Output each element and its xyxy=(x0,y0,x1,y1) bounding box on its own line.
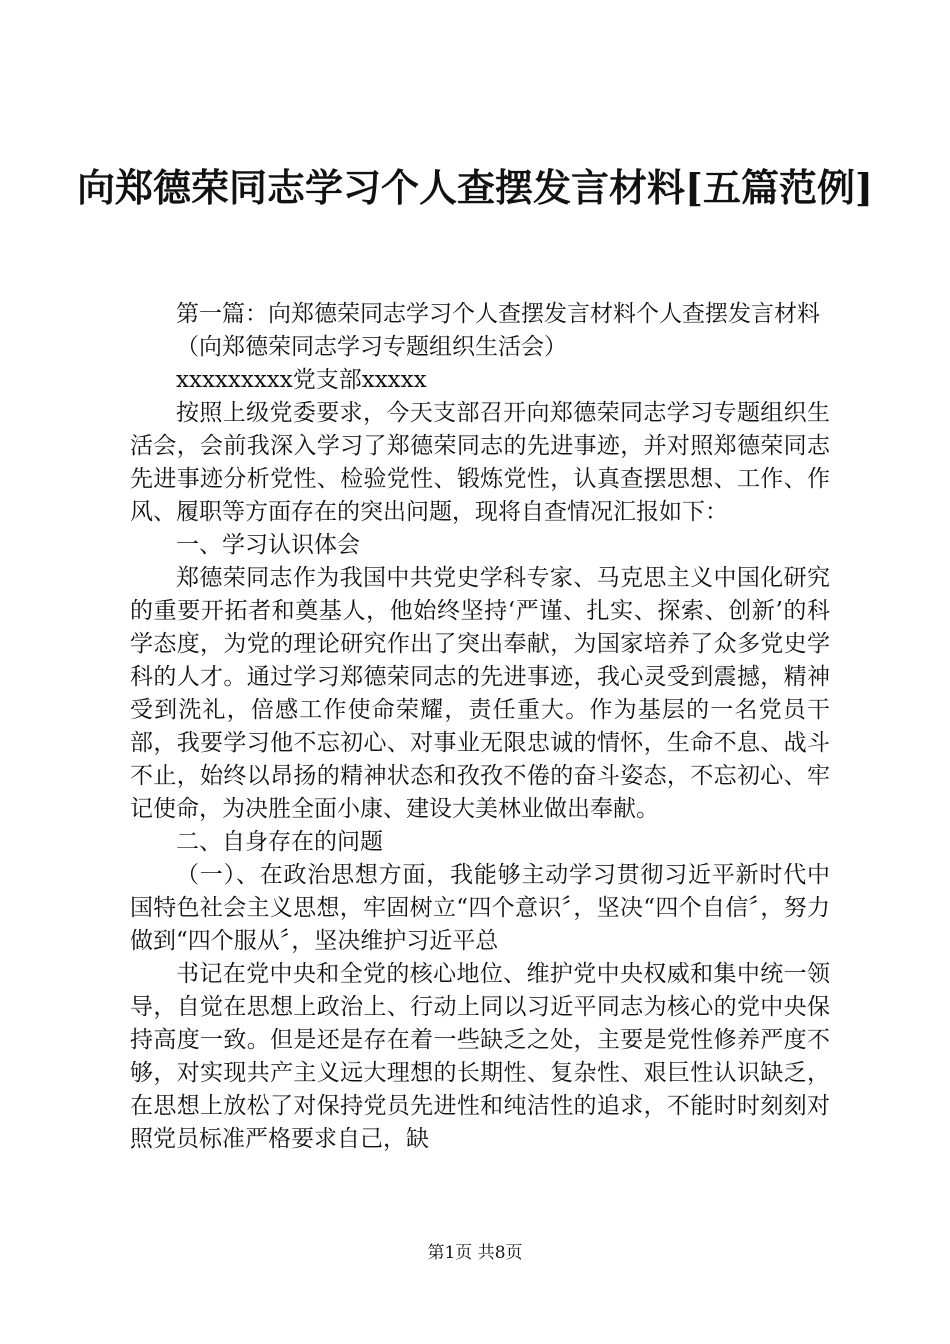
subheading-problems: 二、自身存在的问题 xyxy=(176,829,383,855)
problems-paragraph-1: （一）、在政治思想方面，我能够主动学习贯彻习近平新时代中国特色社会主义思想，牢固树立“四个意识〞，坚决“四个自信〞，努力做到“四个服从〞，坚决维护习近平总 xyxy=(130,862,830,954)
subheading-study: 一、学习认识体会 xyxy=(176,532,360,558)
meeting-subtitle: （向郑德荣同志学习专题组织生活会） xyxy=(176,334,567,360)
study-paragraph: 郑德荣同志作为我国中共党史学科专家、马克思主义中国化研究的重要开拓者和奠基人，他始终坚持‘严谨、扎实、探索、创新’的科学态度，为党的理论研究作出了突出奉献，为国家培养了众多党史学科的人才。通过学习郑德荣同志的先进事迹，我心灵受到震撼，精神受到洗礼，倍感工作使命荣耀，责任重大。作为基层的一名党员干部，我要学习他不忘初心、对事业无限忠诚的情怀，生命不息、战斗不止，始终以昂扬的精神状态和孜孜不倦的奋斗姿态，不忘初心、牢记使命，为决胜全面小康、建设大美林业做出奉献。 xyxy=(130,565,830,822)
section-heading: 第一篇：向郑德荣同志学习个人查摆发言材料个人查摆发言材料 xyxy=(176,301,820,327)
document-title: 向郑德荣同志学习个人查摆发言材料[五篇范例] xyxy=(77,165,873,210)
intro-paragraph: 按照上级党委要求，今天支部召开向郑德荣同志学习专题组织生活会，会前我深入学习了郑德荣同志的先进事迹，并对照郑德荣同志先进事迹分析党性、检验党性、锻炼党性，认真查摆思想、工作、作风、履职等方面存在的突出问题，现将自查情况汇报如下： xyxy=(130,400,830,525)
party-branch-line: xxxxxxxxx党支部xxxxx xyxy=(176,367,427,393)
document-body xyxy=(130,298,830,1156)
page-footer: 第1页 共8页 xyxy=(427,1243,523,1263)
problems-paragraph-2: 书记在党中央和全党的核心地位、维护党中央权威和集中统一领导，自觉在思想上政治上、行动上同以习近平同志为核心的党中央保持高度一致。但是还是存在着一些缺乏之处，主要是党性修养严度不够，对实现共产主义远大理想的长期性、复杂性、艰巨性认识缺乏，在思想上放松了对保持党员先进性和纯洁性的追求，不能时时刻刻对照党员标准严格要求自己，缺 xyxy=(130,961,830,1152)
